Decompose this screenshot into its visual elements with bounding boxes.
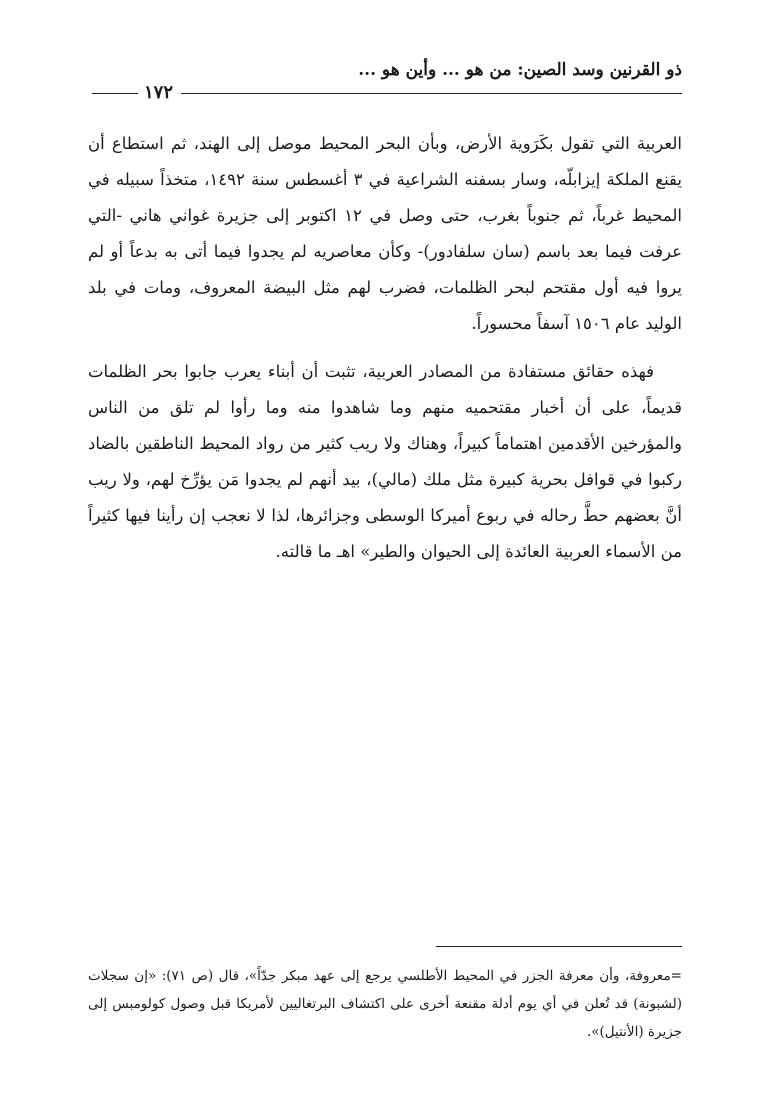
body-paragraph-2: فهذه حقائق مستفادة من المصادر العربية، تثبت أن أبناء يعرب جابوا بحر الظلمات قديماً، على أن أخبار مقتحميه منهم وما شاهدوا منه وما رأوا لم تلق من الناس والمؤرخين الأقدمين اهتماماً كبيراً، وهناك ولا ريب كثير من رواد المحيط الناطقين بالضاد ركبوا في قوافل بحرية كبيرة مثل ملك (مالي)، بيد أنهم لم يجدوا مَن يؤرِّخ لهم، ولا ريب أنَّ بعضهم حطَّ رحاله في ربوع أميركا الوسطى وجزائرها، لذا لا نعجب إن رأينا فيها كثيراً من الأسماء العربية العائدة إلى الحيوان والطير» اهـ ما قالته. bbox=[88, 362, 682, 561]
footnote-text: =معروفة، وأن معرفة الجزر في المحيط الأطلسي يرجع إلى عهد مبكر جدّاً»، قال (ص ٧١): «إن سجلات (لشبونة) قد تُعلن في أي يوم أدلة مقنعة أخرى على اكتشاف البرتغاليين لأمريكا قبل وصول كولومبس إلى جزيرة (الأنتيل)». bbox=[88, 968, 682, 1040]
running-header bbox=[88, 58, 682, 103]
body-text bbox=[88, 126, 682, 582]
footnote bbox=[88, 962, 682, 1046]
page-number-block bbox=[88, 82, 181, 103]
page-number: ١٧٢ bbox=[144, 82, 174, 103]
running-title: ذو القرنين وسد الصين: من هو ... وأين هو ... bbox=[358, 60, 682, 80]
page-number-dash bbox=[92, 93, 138, 94]
footnote-rule bbox=[436, 946, 682, 947]
body-paragraph-1: العربية التي تقول بكَرَوية الأرض، وبأن البحر المحيط موصل إلى الهند، ثم استطاع أن يقنع الملكة إيزابلّه، وسار بسفنه الشراعية في ٣ أغسطس سنة ١٤٩٢، متخذاً سبيله في المحيط غرباً، ثم جنوباً بغرب، حتى وصل في ١٢ اكتوبر إلى جزيرة غواني هاني -التي عرفت فيما بعد باسم (سان سلفادور)- وكأن معاصريه لم يجدوا فيما أتى به بدعاً أو لم يروا فيه أول مقتحم لبحر الظلمات، فضرب لهم مثل البيضة المعروف، ومات في بلد الوليد عام ١٥٠٦ آسفاً محسوراً. bbox=[88, 134, 682, 333]
